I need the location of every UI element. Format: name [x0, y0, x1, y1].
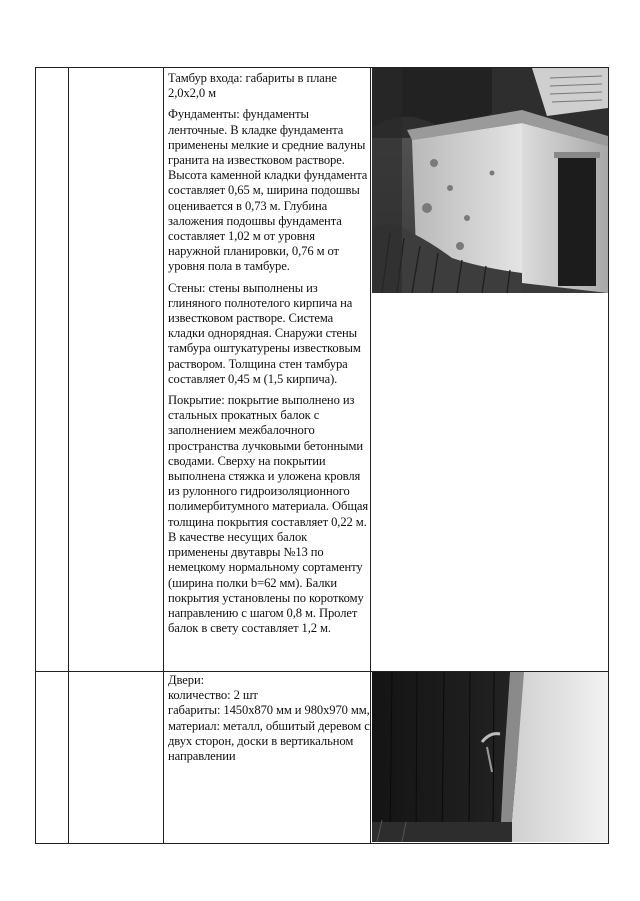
- foundation-text: Фундаменты: фундаменты ленточные. В кладке фундамента применены мелкие и средние валуны гранита на известковом растворе. Высота каменной кладки фундамента составляет 0,65 м, ширина подошвы оценивается в 0,73 м. Глубина заложения подошвы фундамента составляет 1,02 м от уровня наружной планировки, 0,76 м от уровня пола в тамбуре.: [168, 107, 368, 274]
- table-border-right: [608, 67, 609, 844]
- roofing-text: Покрытие: покрытие выполнено из стальных прокатных балок с заполнением межбалочного пространства лучковыми бетонными сводами. Сверху на покрытии выполнена стяжка и уложена кровля из рулонного гидроизоляционного полимербитумного материала. Общая толщина покрытия составляет 0,22 м. В качестве несущих балок применены двутавры №13 по немецкому нормальному сортаменту (ширина полки b=62 мм). Балки покрытия установлены по короткому направлению с шагом 0,8 м. Пролет балок в свету составляет 1,2 м.: [168, 393, 369, 636]
- row2-description: [168, 673, 370, 764]
- table-border-left: [35, 67, 36, 844]
- door-photo: [372, 672, 608, 842]
- table-column-divider: [68, 67, 69, 844]
- doors-heading: Двери:: [168, 673, 204, 687]
- row1-description: [168, 71, 370, 642]
- doors-count-text: количество: 2 шт: [168, 688, 258, 703]
- doors-material-text: материал: металл, обшитый деревом с двух сторон, доски в вертикальном направлении: [168, 718, 370, 764]
- table-column-divider: [163, 67, 164, 844]
- walls-text: Стены: стены выполнены из глиняного полнотелого кирпича на известковом растворе. Система кладки однорядная. Снаружи стены тамбура оштукатурены известковым раствором. Толщина стен тамбура составляет 0,45 м (1,5 кирпича).: [168, 280, 361, 386]
- table-border-bottom: [35, 843, 609, 844]
- table-column-divider: [370, 67, 371, 844]
- entrance-vestibule-photo: [372, 68, 608, 293]
- vestibule-dimensions-text: Тамбур входа: габариты в плане 2,0х2,0 м: [168, 71, 337, 101]
- doors-dimensions-text: габариты: 1450х870 мм и 980х970 мм,: [168, 703, 370, 718]
